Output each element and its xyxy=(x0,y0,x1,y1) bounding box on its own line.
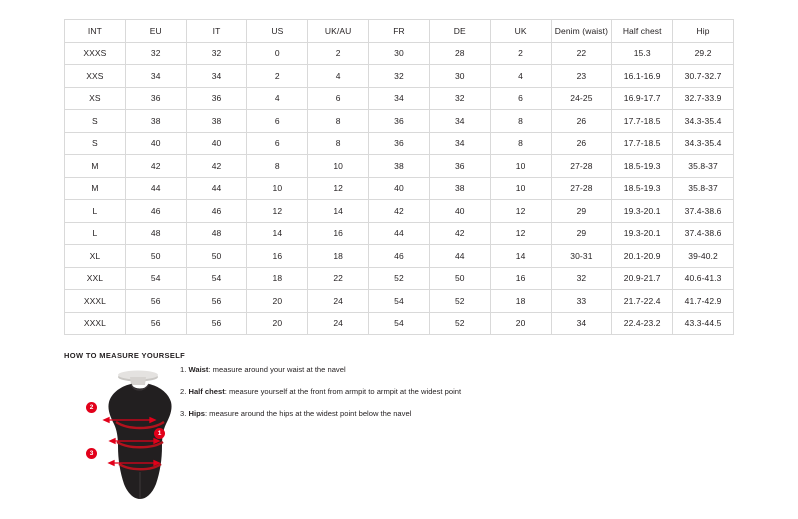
cell-fr: 54 xyxy=(369,312,430,335)
table-row xyxy=(65,132,734,155)
note-term: Waist xyxy=(188,365,209,374)
note-hips xyxy=(180,408,610,419)
cell-half-chest: 18.5-19.3 xyxy=(612,177,673,200)
cell-fr: 30 xyxy=(369,42,430,65)
cell-hip: 34.3-35.4 xyxy=(673,110,734,133)
cell-uk: 2 xyxy=(490,42,551,65)
cell-uk: 16 xyxy=(490,267,551,290)
cell-us: 10 xyxy=(247,177,308,200)
column-header-it: IT xyxy=(186,20,247,43)
cell-denim: 26 xyxy=(551,132,612,155)
cell-de: 42 xyxy=(429,222,490,245)
cell-eu: 56 xyxy=(125,312,186,335)
table-row xyxy=(65,65,734,88)
cell-uk: 4 xyxy=(490,65,551,88)
cell-it: 50 xyxy=(186,245,247,268)
cell-us: 12 xyxy=(247,200,308,223)
cell-uk: 12 xyxy=(490,222,551,245)
cell-eu: 32 xyxy=(125,42,186,65)
cell-de: 52 xyxy=(429,312,490,335)
cell-de: 30 xyxy=(429,65,490,88)
cell-eu: 38 xyxy=(125,110,186,133)
cell-denim: 32 xyxy=(551,267,612,290)
cell-int: L xyxy=(65,200,126,223)
cell-uk-au: 12 xyxy=(308,177,369,200)
marker-hips: 3 xyxy=(86,448,97,459)
cell-int: S xyxy=(65,110,126,133)
column-header-us: US xyxy=(247,20,308,43)
cell-hip: 35.8-37 xyxy=(673,155,734,178)
cell-uk-au: 24 xyxy=(308,312,369,335)
cell-uk-au: 4 xyxy=(308,65,369,88)
cell-uk: 12 xyxy=(490,200,551,223)
cell-uk-au: 8 xyxy=(308,110,369,133)
cell-fr: 34 xyxy=(369,87,430,110)
cell-it: 42 xyxy=(186,155,247,178)
cell-us: 2 xyxy=(247,65,308,88)
cell-us: 0 xyxy=(247,42,308,65)
cell-de: 52 xyxy=(429,290,490,313)
cell-it: 48 xyxy=(186,222,247,245)
cell-us: 8 xyxy=(247,155,308,178)
column-header-half-chest: Half chest xyxy=(612,20,673,43)
cell-int: XXS xyxy=(65,65,126,88)
cell-de: 34 xyxy=(429,110,490,133)
note-waist xyxy=(180,364,610,375)
cell-int: XXXS xyxy=(65,42,126,65)
cell-fr: 36 xyxy=(369,132,430,155)
cell-fr: 52 xyxy=(369,267,430,290)
cell-us: 6 xyxy=(247,110,308,133)
cell-half-chest: 20.1-20.9 xyxy=(612,245,673,268)
size-chart-container xyxy=(64,19,734,335)
cell-it: 32 xyxy=(186,42,247,65)
cell-int: S xyxy=(65,132,126,155)
cell-denim: 27-28 xyxy=(551,177,612,200)
note-text: : measure around the hips at the widest point below the navel xyxy=(204,409,412,418)
cell-uk: 14 xyxy=(490,245,551,268)
cell-uk: 18 xyxy=(490,290,551,313)
cell-it: 34 xyxy=(186,65,247,88)
cell-half-chest: 17.7-18.5 xyxy=(612,132,673,155)
cell-uk: 10 xyxy=(490,177,551,200)
cell-it: 38 xyxy=(186,110,247,133)
cell-int: XXXL xyxy=(65,290,126,313)
table-row xyxy=(65,177,734,200)
cell-int: XL xyxy=(65,245,126,268)
cell-hip: 32.7-33.9 xyxy=(673,87,734,110)
cell-uk-au: 14 xyxy=(308,200,369,223)
cell-hip: 35.8-37 xyxy=(673,177,734,200)
cell-de: 36 xyxy=(429,155,490,178)
cell-half-chest: 21.7-22.4 xyxy=(612,290,673,313)
marker-half-chest: 2 xyxy=(86,402,97,413)
cell-fr: 38 xyxy=(369,155,430,178)
cell-denim: 34 xyxy=(551,312,612,335)
cell-de: 28 xyxy=(429,42,490,65)
cell-us: 4 xyxy=(247,87,308,110)
measure-notes xyxy=(180,364,610,430)
cell-eu: 34 xyxy=(125,65,186,88)
cell-denim: 29 xyxy=(551,200,612,223)
table-row xyxy=(65,42,734,65)
cell-half-chest: 16.1-16.9 xyxy=(612,65,673,88)
cell-eu: 54 xyxy=(125,267,186,290)
table-row xyxy=(65,87,734,110)
table-row xyxy=(65,222,734,245)
cell-denim: 33 xyxy=(551,290,612,313)
how-to-measure-title: HOW TO MEASURE YOURSELF xyxy=(64,351,186,360)
table-row xyxy=(65,267,734,290)
size-chart-table xyxy=(64,19,734,335)
cell-eu: 50 xyxy=(125,245,186,268)
cell-fr: 36 xyxy=(369,110,430,133)
cell-half-chest: 15.3 xyxy=(612,42,673,65)
note-number: 3. xyxy=(180,409,187,418)
note-text: : measure yourself at the front from armpit to armpit at the widest point xyxy=(224,387,462,396)
column-header-fr: FR xyxy=(369,20,430,43)
cell-uk: 8 xyxy=(490,110,551,133)
cell-hip: 37.4-38.6 xyxy=(673,222,734,245)
table-header-row xyxy=(65,20,734,43)
cell-uk: 8 xyxy=(490,132,551,155)
cell-us: 16 xyxy=(247,245,308,268)
cell-uk-au: 16 xyxy=(308,222,369,245)
cell-us: 20 xyxy=(247,312,308,335)
column-header-int: INT xyxy=(65,20,126,43)
cell-it: 40 xyxy=(186,132,247,155)
cell-int: XXL xyxy=(65,267,126,290)
cell-denim: 26 xyxy=(551,110,612,133)
cell-int: M xyxy=(65,177,126,200)
cell-half-chest: 17.7-18.5 xyxy=(612,110,673,133)
cell-uk-au: 6 xyxy=(308,87,369,110)
cell-eu: 36 xyxy=(125,87,186,110)
cell-it: 44 xyxy=(186,177,247,200)
cell-half-chest: 20.9-21.7 xyxy=(612,267,673,290)
cell-uk: 10 xyxy=(490,155,551,178)
cell-eu: 42 xyxy=(125,155,186,178)
cell-eu: 56 xyxy=(125,290,186,313)
cell-hip: 30.7-32.7 xyxy=(673,65,734,88)
cell-int: XS xyxy=(65,87,126,110)
table-row xyxy=(65,110,734,133)
note-text: : measure around your waist at the navel xyxy=(208,365,346,374)
column-header-de: DE xyxy=(429,20,490,43)
cell-us: 18 xyxy=(247,267,308,290)
cell-hip: 29.2 xyxy=(673,42,734,65)
cell-eu: 40 xyxy=(125,132,186,155)
cell-hip: 37.4-38.6 xyxy=(673,200,734,223)
cell-denim: 23 xyxy=(551,65,612,88)
cell-eu: 44 xyxy=(125,177,186,200)
cell-uk-au: 8 xyxy=(308,132,369,155)
cell-uk-au: 24 xyxy=(308,290,369,313)
table-row xyxy=(65,200,734,223)
cell-denim: 27-28 xyxy=(551,155,612,178)
cell-denim: 22 xyxy=(551,42,612,65)
cell-int: L xyxy=(65,222,126,245)
cell-de: 32 xyxy=(429,87,490,110)
cell-us: 6 xyxy=(247,132,308,155)
table-row xyxy=(65,155,734,178)
cell-int: XXXL xyxy=(65,312,126,335)
cell-de: 50 xyxy=(429,267,490,290)
cell-it: 56 xyxy=(186,290,247,313)
cell-hip: 43.3-44.5 xyxy=(673,312,734,335)
cell-half-chest: 22.4-23.2 xyxy=(612,312,673,335)
cell-fr: 40 xyxy=(369,177,430,200)
table-row xyxy=(65,290,734,313)
cell-uk-au: 2 xyxy=(308,42,369,65)
note-number: 2. xyxy=(180,387,187,396)
cell-eu: 48 xyxy=(125,222,186,245)
note-term: Hips xyxy=(188,409,205,418)
cell-uk-au: 10 xyxy=(308,155,369,178)
cell-denim: 24-25 xyxy=(551,87,612,110)
table-row xyxy=(65,312,734,335)
cell-fr: 54 xyxy=(369,290,430,313)
cell-de: 44 xyxy=(429,245,490,268)
cell-uk: 20 xyxy=(490,312,551,335)
cell-us: 14 xyxy=(247,222,308,245)
cell-fr: 42 xyxy=(369,200,430,223)
note-term: Half chest xyxy=(188,387,225,396)
column-header-eu: EU xyxy=(125,20,186,43)
cell-eu: 46 xyxy=(125,200,186,223)
cell-half-chest: 18.5-19.3 xyxy=(612,155,673,178)
cell-uk-au: 22 xyxy=(308,267,369,290)
cell-denim: 29 xyxy=(551,222,612,245)
cell-it: 46 xyxy=(186,200,247,223)
note-half-chest xyxy=(180,386,610,397)
cell-us: 20 xyxy=(247,290,308,313)
note-number: 1. xyxy=(180,365,187,374)
table-row xyxy=(65,245,734,268)
cell-hip: 34.3-35.4 xyxy=(673,132,734,155)
size-chart-body xyxy=(65,42,734,335)
cell-de: 38 xyxy=(429,177,490,200)
cell-hip: 41.7-42.9 xyxy=(673,290,734,313)
cell-fr: 44 xyxy=(369,222,430,245)
cell-hip: 40.6-41.3 xyxy=(673,267,734,290)
column-header-denim-waist: Denim (waist) xyxy=(551,20,612,43)
cell-half-chest: 16.9-17.7 xyxy=(612,87,673,110)
cell-int: M xyxy=(65,155,126,178)
marker-waist: 1 xyxy=(154,428,165,439)
cell-half-chest: 19.3-20.1 xyxy=(612,222,673,245)
cell-uk: 6 xyxy=(490,87,551,110)
cell-de: 34 xyxy=(429,132,490,155)
cell-it: 54 xyxy=(186,267,247,290)
column-header-uk: UK xyxy=(490,20,551,43)
cell-denim: 30-31 xyxy=(551,245,612,268)
cell-de: 40 xyxy=(429,200,490,223)
cell-uk-au: 18 xyxy=(308,245,369,268)
column-header-uk-au: UK/AU xyxy=(308,20,369,43)
cell-hip: 39-40.2 xyxy=(673,245,734,268)
cell-it: 56 xyxy=(186,312,247,335)
cell-half-chest: 19.3-20.1 xyxy=(612,200,673,223)
column-header-hip: Hip xyxy=(673,20,734,43)
cell-fr: 32 xyxy=(369,65,430,88)
cell-fr: 46 xyxy=(369,245,430,268)
cell-it: 36 xyxy=(186,87,247,110)
